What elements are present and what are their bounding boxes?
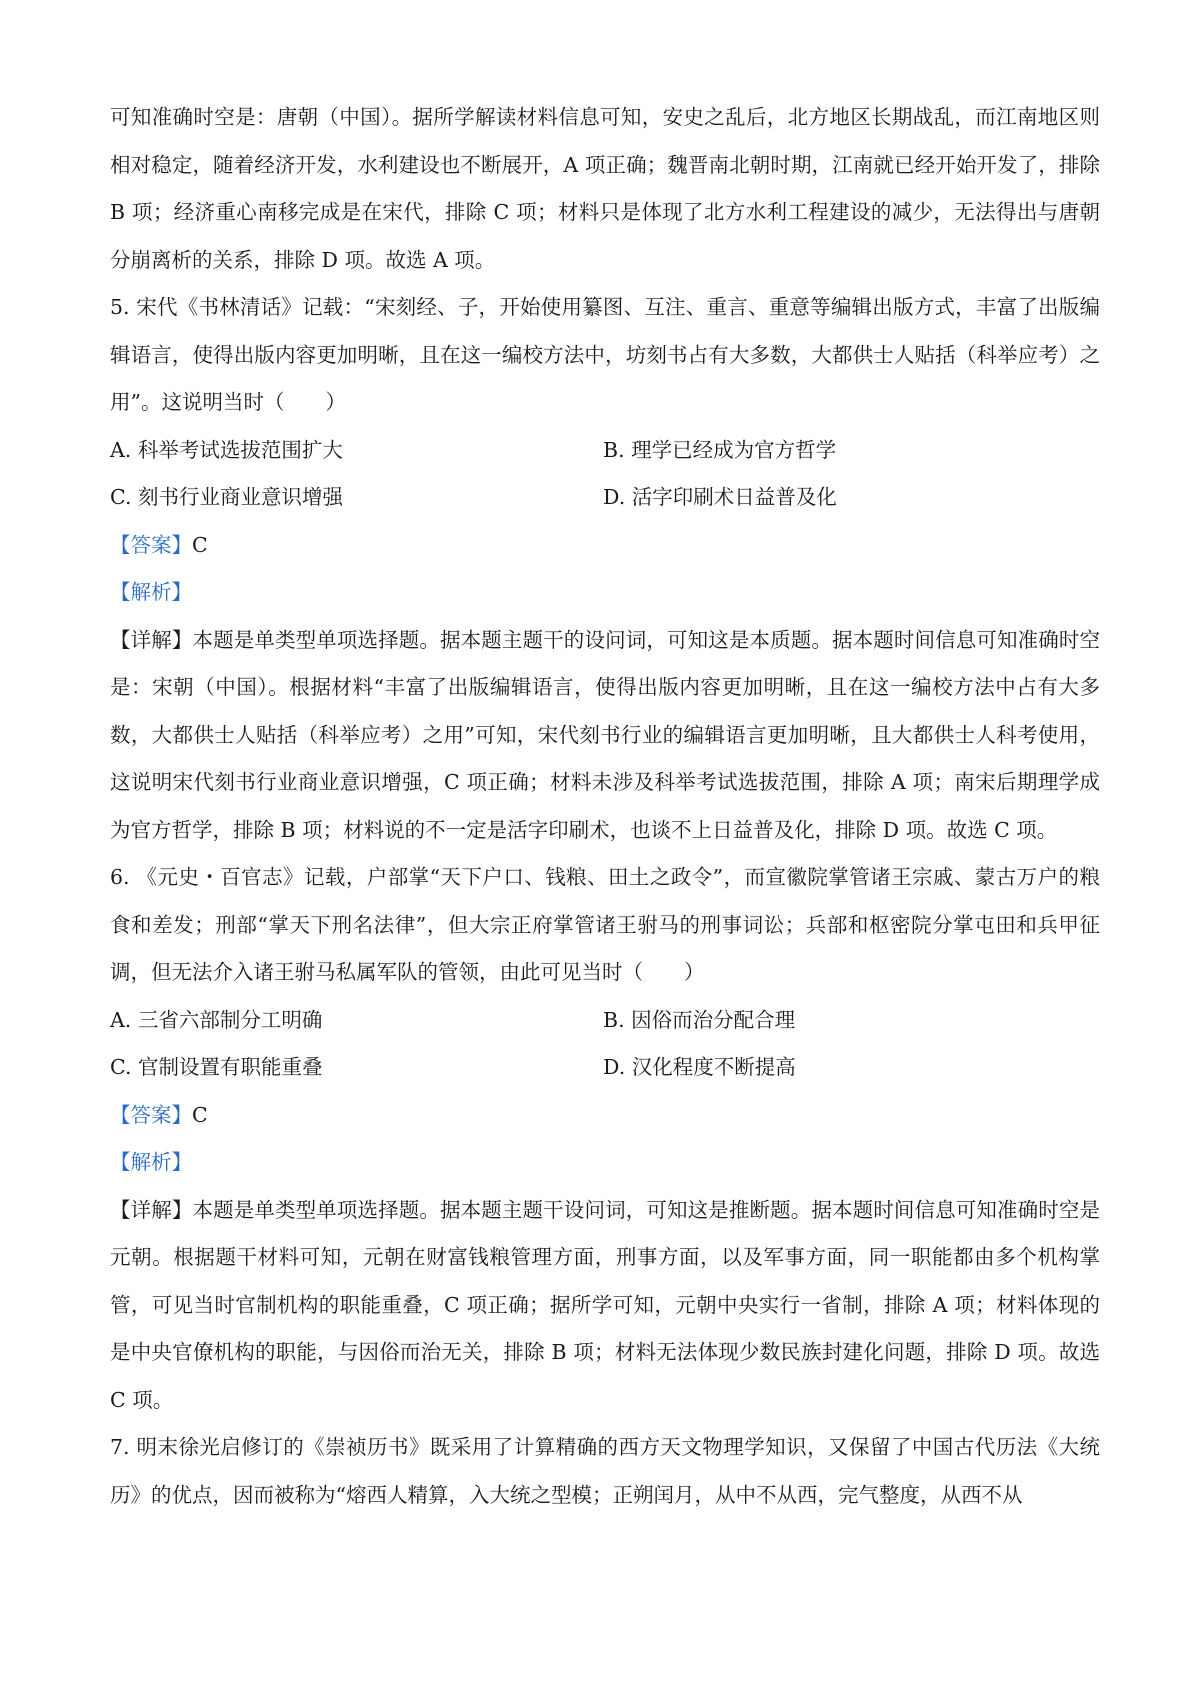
q5-answer: C — [192, 532, 208, 557]
q6-option-c: C. 官制设置有职能重叠 — [110, 1055, 323, 1079]
q5-option-b: B. 理学已经成为官方哲学 — [603, 437, 837, 462]
q6-detail — [110, 1187, 1100, 1425]
q5-answer-line — [110, 522, 1100, 570]
q6-analysis-line — [110, 1139, 1100, 1187]
q6-analysis-tag: 【解析】 — [110, 1150, 192, 1174]
q6-detail-tag: 【详解】 — [110, 1197, 193, 1222]
q5-answer-tag: 【答案】 — [110, 532, 192, 557]
q6-detail-text: 本题是单类型单项选择题。据本题主题干设问词，可知这是推断题。据本题时间信息可知准确时空是元朝。根据题干材料可知，元朝在财富钱粮管理方面，刑事方面，以及军事方面，同一职能都由多个机构掌管，可见当时官制机构的职能重叠，C 项正确；据所学可知，元朝中央实行一省制，排除 A 项；材料体现的是中央官僚机构的职能，与因俗而治无关，排除 B 项；材料无法体现少数民族封建化问题，排除 D 项。故选 C 项。 — [110, 1197, 1101, 1412]
q6-options — [110, 997, 1100, 1092]
q6-answer: C — [192, 1102, 208, 1127]
q7-stem: 7. 明末徐光启修订的《崇祯历书》既采用了计算精确的西方天文物理学知识，又保留了中国古代历法《大统历》的优点，因而被称为“熔西人精算，入大统之型模；正朔闰月，从中不从西，完气整度，从西不从 — [110, 1435, 1100, 1507]
q5-option-d: D. 活字印刷术日益普及化 — [603, 485, 837, 509]
q6-option-d: D. 汉化程度不断提高 — [603, 1055, 796, 1079]
q6-answer-tag: 【答案】 — [110, 1102, 192, 1127]
q6-option-a: A. 三省六部制分工明确 — [110, 1007, 323, 1032]
q6-stem: 6. 《元史・百官志》记载，户部掌“天下户口、钱粮、田土之政令”，而宣徽院掌管诸王宗戚、蒙古万户的粮食和差发；刑部“掌天下刑名法律”，但大宗正府掌管诸王驸马的刑事词讼；兵部和枢密院分掌屯田和兵甲征调，但无法介入诸王驸马私属军队的管领，由此可见当时（ ） — [110, 865, 1100, 984]
document-page — [110, 94, 1100, 1519]
q4-explanation-tail: 可知准确时空是：唐朝（中国）。据所学解读材料信息可知，安史之乱后，北方地区长期战乱，而江南地区则相对稳定，随着经济开发，水利建设也不断展开，A 项正确；魏晋南北朝时期，江南就已经开始开发了，排除 B 项；经济重心南移完成是在宋代，排除 C 项；材料只是体现了北方水利工程建设的减少，无法得出与唐朝分崩离析的关系，排除 D 项。故选 A 项。 — [110, 105, 1100, 272]
q5-stem: 5. 宋代《书林清话》记载：“宋刻经、子，开始使用纂图、互注、重言、重意等编辑出版方式，丰富了出版编辑语言，使得出版内容更加明晰，且在这一编校方法中，坊刻书占有大多数，大都供士人贴括（科举应考）之用”。这说明当时（ ） — [110, 295, 1100, 414]
q5-options — [110, 427, 1100, 522]
q6-answer-line — [110, 1092, 1100, 1140]
q5-detail-tag: 【详解】 — [110, 627, 193, 652]
q5-analysis-tag: 【解析】 — [110, 580, 192, 604]
q5-analysis-line — [110, 569, 1100, 617]
q6-option-b: B. 因俗而治分配合理 — [603, 1007, 796, 1032]
q5-detail — [110, 617, 1100, 855]
q5-detail-text: 本题是单类型单项选择题。据本题主题干的设问词，可知这是本质题。据本题时间信息可知准确时空是：宋朝（中国）。根据材料“丰富了出版编辑语言，使得出版内容更加明晰，且在这一编校方法中占有大多数，大都供士人贴括（科举应考）之用”可知，宋代刻书行业的编辑语言更加明晰，且大都供士人科考使用，这说明宋代刻书行业商业意识增强，C 项正确；材料未涉及科举考试选拔范围，排除 A 项；南宋后期理学成为官方哲学，排除 B 项；材料说的不一定是活字印刷术，也谈不上日益普及化，排除 D 项。故选 C 项。 — [110, 627, 1101, 842]
q5-option-a: A. 科举考试选拔范围扩大 — [110, 437, 343, 462]
q5-option-c: C. 刻书行业商业意识增强 — [110, 485, 343, 509]
